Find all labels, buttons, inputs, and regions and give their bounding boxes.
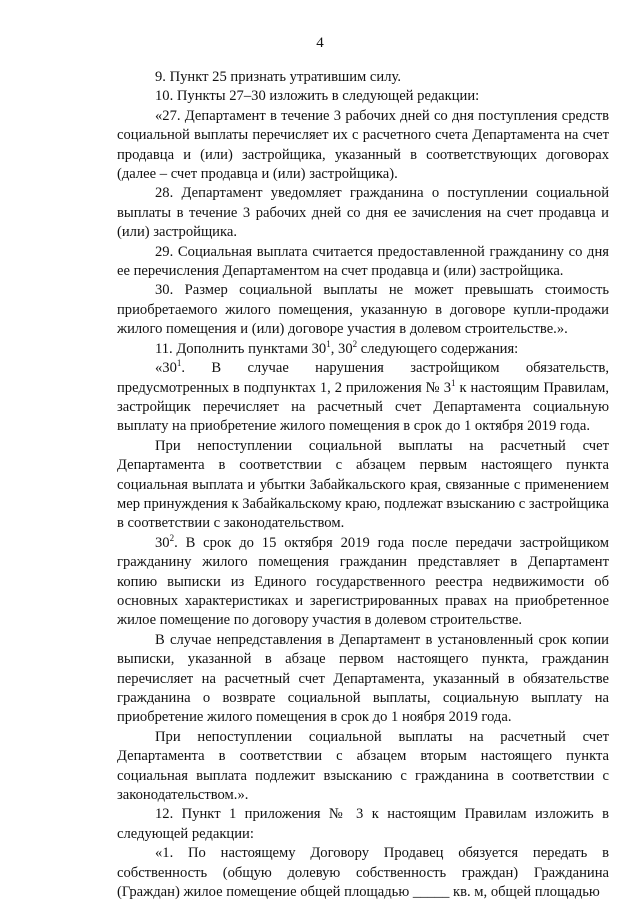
paragraph-27: «27. Департамент в течение 3 рабочих дней со дня поступления средств социальной выплаты перечисляет их с расчетного счета Департамента на счет продавца и (или) застройщика, указанный в соответствующих договорах (далее – счет продавца и (или) застройщика). — [117, 107, 609, 183]
paragraph-30-2 — [117, 534, 609, 631]
paragraph-30-1 — [117, 359, 609, 437]
p11-sup-1: 1 — [326, 338, 331, 349]
contract-text-a: «1. По настоящему Договору Продавец обязуется передать в собственность (общую долевую собственность граждан) Гражданина (Граждан) жилое помещение общей площадью — [117, 845, 609, 901]
paragraph-10: 10. Пункты 27–30 изложить в следующей редакции: — [155, 88, 480, 105]
p30-2-text-a: 30 — [155, 534, 170, 551]
p30-1-text-a: «30 — [155, 360, 177, 377]
paragraph-12: 12. Пункт 1 приложения № 3 к настоящим Правилам изложить в следующей редакции: — [117, 806, 609, 842]
p11-sup-2: 2 — [352, 338, 358, 349]
paragraph-failure: В случае непредставления в Департамент в установленный срок копии выписки, указанной в абзаце первом настоящего пункта, гражданин перечисляет на расчетный счет Департамента, указанный в обязательстве гражданина о возврате социальной выплаты, социальную выплату на приобретение жилого помещения в срок до 1 ноября 2019 года. — [117, 631, 609, 726]
paragraph-11 — [117, 340, 609, 359]
p11-text-b: , 30 — [330, 340, 353, 357]
paragraph-contract-1 — [117, 844, 609, 902]
paragraph-9: 9. Пункт 25 признать утратившим силу. — [155, 69, 401, 85]
p30-2-text-b: . В срок до 15 октября 2019 года после передачи застройщиком гражданину жилого помещения гражданин представляет в Департамент копию выписки из Единого государственного реестра недвижимости об основных характеристиках и зарегистрированных правах на приобретенное жилое помещение по договору участия в долевом строительстве. — [117, 534, 609, 629]
p11-text-c: следующего содержания: — [357, 340, 519, 357]
p30-1-sup: 1 — [176, 358, 182, 369]
document-body — [117, 68, 609, 902]
p30-1-text-b: . В случае нарушения застройщиком обязательств, предусмотренных в подпунктах 1, 2 приложения № 3 — [117, 360, 609, 396]
page-number: 4 — [316, 35, 324, 51]
p30-1-sup-2: 1 — [451, 377, 456, 388]
p11-text-a: 11. Дополнить пунктами 30 — [155, 340, 327, 357]
paragraph-nonreceipt-1: При непоступлении социальной выплаты на расчетный счет Департамента в соответствии с абзацем первым настоящего пункта социальная выплата и убытки Забайкальского края, связанные с применением мер принуждения к Забайкальскому краю, подлежат взысканию с застройщика в соответствии с законодательством. — [117, 437, 609, 532]
p30-1-text-c: к настоящим Правилам, застройщик перечисляет на расчетный счет Департамента социальную выплату на приобретение жилого помещения в срок до 1 октября 2019 года. — [117, 379, 609, 435]
p30-2-sup: 2 — [169, 532, 175, 543]
area-blank: _____ — [412, 884, 450, 901]
paragraph-nonreceipt-2: При непоступлении социальной выплаты на расчетный счет Департамента в соответствии с абзацем вторым настоящего пункта социальная выплата подлежит взысканию с гражданина в соответствии с законодательством.». — [117, 728, 609, 804]
paragraph-28: 28. Департамент уведомляет гражданина о поступлении социальной выплаты в течение 3 рабочих дней со дня ее зачисления на счет продавца и (или) застройщика. — [117, 185, 609, 241]
contract-text-b: кв. м, общей площадью — [449, 884, 600, 901]
paragraph-30: 30. Размер социальной выплаты не может превышать стоимость приобретаемого жилого помещения, указанную в договоре купли-продажи жилого помещения и (или) договоре участия в долевом строительстве.». — [117, 282, 609, 338]
paragraph-29: 29. Социальная выплата считается предоставленной гражданину со дня ее перечисления Департаментом на счет продавца и (или) застройщика. — [117, 243, 609, 280]
